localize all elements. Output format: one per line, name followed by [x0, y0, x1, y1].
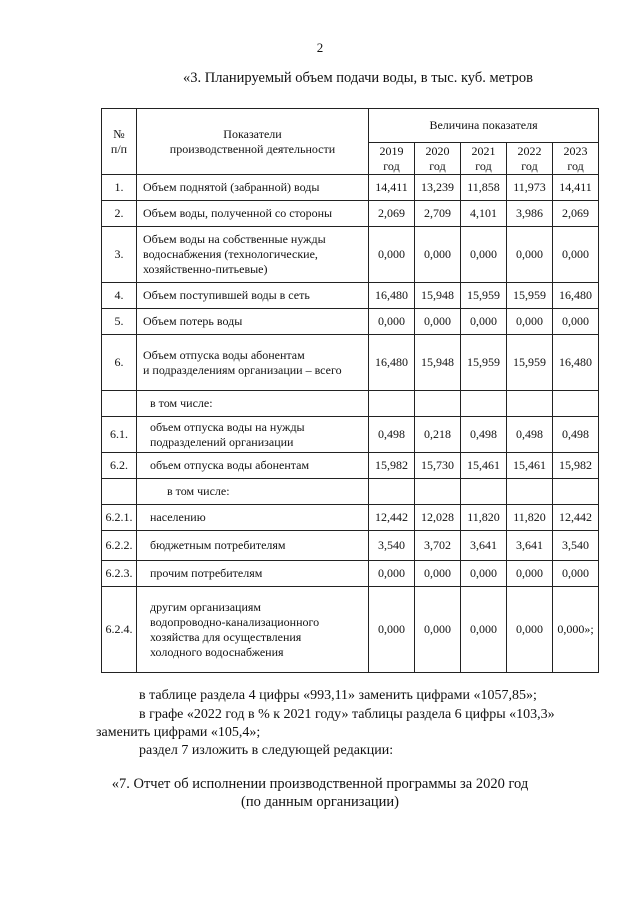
row-indicator-line: водоснабжения (технологические, — [143, 247, 318, 261]
value-2021: 0,000 — [461, 561, 507, 587]
value-2019 — [369, 391, 415, 417]
row-number — [102, 391, 137, 417]
section-title: «3. Планируемый объем подачи воды, в тыс. куб. метров — [183, 70, 533, 86]
value-2019: 15,982 — [369, 453, 415, 479]
row-indicator-line: подразделений организации — [150, 434, 294, 449]
value-2019: 16,480 — [369, 335, 415, 391]
value-2019: 0,000 — [369, 227, 415, 283]
value-2020: 0,000 — [415, 587, 461, 673]
row-indicator — [137, 201, 369, 227]
value-2020: 0,000 — [415, 561, 461, 587]
value-2021: 3,641 — [461, 531, 507, 561]
value-2023: 0,000 — [553, 561, 599, 587]
table-row — [102, 175, 599, 201]
value-2021: 15,461 — [461, 453, 507, 479]
value-2023: 0,498 — [553, 417, 599, 453]
row-indicator-line: объем отпуска воды на нужды — [150, 419, 305, 434]
value-2022: 0,498 — [507, 417, 553, 453]
row-indicator-line: Объем поступившей воды в сеть — [143, 288, 310, 302]
header-year: 2022 — [517, 143, 542, 158]
table-row — [102, 283, 599, 309]
row-indicator-line: прочим потребителям — [150, 566, 263, 580]
value-2021 — [461, 391, 507, 417]
value-2021: 0,000 — [461, 227, 507, 283]
value-2019: 0,000 — [369, 561, 415, 587]
value-2023: 12,442 — [553, 505, 599, 531]
header-year-cell — [369, 143, 415, 175]
value-2019: 12,442 — [369, 505, 415, 531]
paragraph: в графе «2022 год в % к 2021 году» таблицы раздела 6 цифры «103,3» — [139, 707, 555, 722]
value-2023: 0,000 — [553, 309, 599, 335]
value-2019: 0,000 — [369, 309, 415, 335]
value-2019 — [369, 479, 415, 505]
row-number: 6.2.3. — [102, 561, 137, 587]
table-row — [102, 201, 599, 227]
row-indicator-line: населению — [150, 510, 206, 524]
value-2019: 16,480 — [369, 283, 415, 309]
value-2021: 4,101 — [461, 201, 507, 227]
table-row — [102, 587, 599, 673]
row-indicator — [137, 227, 369, 283]
row-number: 6.2.4. — [102, 587, 137, 673]
value-2019: 2,069 — [369, 201, 415, 227]
row-indicator-line: в том числе: — [150, 396, 213, 410]
row-indicator-line: в том числе: — [167, 484, 230, 498]
table-row — [102, 335, 599, 391]
paragraph: заменить цифрами «105,4»; — [96, 725, 261, 740]
header-indicator-cell — [137, 109, 369, 175]
header-year-unit: год — [567, 158, 584, 173]
value-2019: 14,411 — [369, 175, 415, 201]
value-2023: 3,540 — [553, 531, 599, 561]
row-indicator — [137, 561, 369, 587]
value-2022: 0,000 — [507, 227, 553, 283]
value-2021: 11,820 — [461, 505, 507, 531]
header-year: 2019 — [379, 143, 404, 158]
row-indicator — [137, 175, 369, 201]
section7-subtitle: (по данным организации) — [240, 794, 399, 810]
table-row — [102, 309, 599, 335]
header-number-line: № — [113, 126, 125, 141]
value-2019: 0,498 — [369, 417, 415, 453]
paragraph: в таблице раздела 4 цифры «993,11» заменить цифрами «1057,85»; — [139, 688, 537, 703]
value-2022: 0,000 — [507, 587, 553, 673]
row-indicator — [137, 479, 369, 505]
value-2020 — [415, 391, 461, 417]
value-2021: 0,000 — [461, 587, 507, 673]
row-number: 3. — [102, 227, 137, 283]
value-2020: 3,702 — [415, 531, 461, 561]
row-indicator-line: хозяйства для осуществления — [150, 629, 302, 644]
value-2020: 15,948 — [415, 335, 461, 391]
value-2019: 0,000 — [369, 587, 415, 673]
header-year: 2021 — [471, 143, 496, 158]
value-2023: 16,480 — [553, 335, 599, 391]
row-number: 2. — [102, 201, 137, 227]
header-year-unit: год — [475, 158, 492, 173]
value-2021: 15,959 — [461, 335, 507, 391]
row-indicator-line: хозяйственно-питьевые) — [143, 262, 268, 276]
value-2023: 0,000»; — [553, 587, 599, 673]
value-2021: 0,000 — [461, 309, 507, 335]
value-2020: 0,000 — [415, 227, 461, 283]
value-2023: 14,411 — [553, 175, 599, 201]
value-2020: 0,218 — [415, 417, 461, 453]
value-2020: 15,948 — [415, 283, 461, 309]
section7-title: «7. Отчет об исполнении производственной программы за 2020 год — [111, 776, 529, 792]
value-2023: 2,069 — [553, 201, 599, 227]
value-2022 — [507, 391, 553, 417]
row-indicator — [137, 391, 369, 417]
value-2022: 15,959 — [507, 335, 553, 391]
row-indicator — [137, 283, 369, 309]
value-2023: 15,982 — [553, 453, 599, 479]
row-number: 6.2. — [102, 453, 137, 479]
header-year-cell — [461, 143, 507, 175]
value-2020: 13,239 — [415, 175, 461, 201]
value-2021: 15,959 — [461, 283, 507, 309]
row-indicator — [137, 309, 369, 335]
table-row — [102, 227, 599, 283]
row-indicator-line: Объем потерь воды — [143, 314, 243, 328]
table-row — [102, 531, 599, 561]
row-indicator — [137, 417, 369, 453]
header-indicator-line: Показатели — [223, 126, 282, 141]
table-row — [102, 391, 599, 417]
row-number: 6.2.1. — [102, 505, 137, 531]
value-2022: 0,000 — [507, 309, 553, 335]
row-indicator-line: Объем воды на собственные нужды — [143, 232, 326, 246]
header-year: 2020 — [425, 143, 450, 158]
value-2021: 11,858 — [461, 175, 507, 201]
row-indicator — [137, 505, 369, 531]
table-row — [102, 417, 599, 453]
row-indicator-line: водопроводно-канализационного — [150, 614, 320, 629]
row-indicator — [137, 531, 369, 561]
row-number: 5. — [102, 309, 137, 335]
table-row — [102, 561, 599, 587]
value-2023 — [553, 479, 599, 505]
value-2022: 11,820 — [507, 505, 553, 531]
value-2021: 0,498 — [461, 417, 507, 453]
water-supply-table — [101, 108, 599, 673]
header-value-cell: Величина показателя — [369, 109, 599, 143]
value-2022: 0,000 — [507, 561, 553, 587]
header-year-unit: год — [429, 158, 446, 173]
row-indicator-line: Объем поднятой (забранной) воды — [143, 180, 320, 194]
header-year: 2023 — [563, 143, 588, 158]
value-2021 — [461, 479, 507, 505]
row-number: 6.1. — [102, 417, 137, 453]
value-2022 — [507, 479, 553, 505]
header-number-line: п/п — [110, 141, 128, 156]
header-year-cell — [553, 143, 599, 175]
row-number: 4. — [102, 283, 137, 309]
table-row — [102, 479, 599, 505]
value-2020: 15,730 — [415, 453, 461, 479]
header-indicator-line: производственной деятельности — [169, 141, 336, 156]
header-year-cell — [507, 143, 553, 175]
header-number-cell — [102, 109, 137, 175]
row-indicator-line: Объем воды, полученной со стороны — [143, 206, 333, 220]
header-year-cell — [415, 143, 461, 175]
value-2023: 0,000 — [553, 227, 599, 283]
page-number: 2 — [316, 40, 324, 55]
row-indicator — [137, 587, 369, 673]
value-2023: 16,480 — [553, 283, 599, 309]
row-indicator — [137, 335, 369, 391]
row-indicator-line: бюджетным потребителям — [150, 538, 286, 552]
value-2019: 3,540 — [369, 531, 415, 561]
row-indicator-line: и подразделениям организации – всего — [143, 362, 342, 377]
row-indicator-line: холодного водоснабжения — [150, 644, 284, 659]
row-indicator-line: Объем отпуска воды абонентам — [143, 347, 305, 362]
paragraph: раздел 7 изложить в следующей редакции: — [139, 743, 394, 758]
value-2022: 3,986 — [507, 201, 553, 227]
header-year-unit: год — [383, 158, 400, 173]
value-2022: 3,641 — [507, 531, 553, 561]
value-2022: 15,959 — [507, 283, 553, 309]
row-number: 1. — [102, 175, 137, 201]
header-year-unit: год — [521, 158, 538, 173]
row-number — [102, 479, 137, 505]
value-2022: 11,973 — [507, 175, 553, 201]
value-2023 — [553, 391, 599, 417]
value-2020: 0,000 — [415, 309, 461, 335]
table-row — [102, 453, 599, 479]
value-2022: 15,461 — [507, 453, 553, 479]
row-number: 6.2.2. — [102, 531, 137, 561]
table-row — [102, 505, 599, 531]
value-2020: 2,709 — [415, 201, 461, 227]
value-2020 — [415, 479, 461, 505]
row-indicator-line: объем отпуска воды абонентам — [150, 458, 310, 472]
row-number: 6. — [102, 335, 137, 391]
row-indicator — [137, 453, 369, 479]
row-indicator-line: другим организациям — [150, 599, 261, 614]
value-2020: 12,028 — [415, 505, 461, 531]
